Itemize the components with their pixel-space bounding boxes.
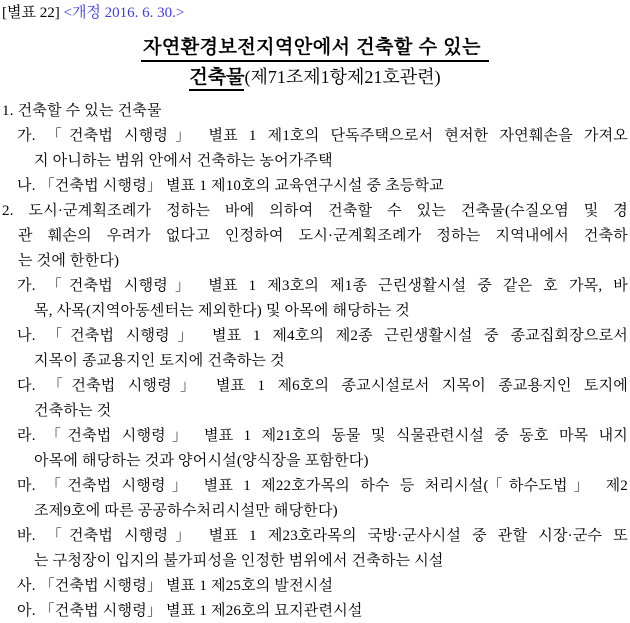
doc-line: 마. 「건축법 시행령」 별표 1 제22호가목의 하수 등 처리시설(「하수도법」 제2 xyxy=(17,478,628,494)
document-title xyxy=(0,34,630,92)
doc-line: 2. 도시·군계획조례가 정하는 바에 의하여 건축할 수 있는 건축물(수질오염 및 경 xyxy=(2,203,628,219)
title-line-1-text: 자연환경보전지역안에서 건축할 수 있는 xyxy=(141,37,489,62)
doc-line: 는 구청장이 입지의 불가피성을 인정한 범위에서 건축하는 시설 xyxy=(34,553,444,569)
doc-line: 라. 「건축법 시행령」 별표 1 제21호의 동물 및 식물관련시설 중 동호 마목 내지 xyxy=(17,428,628,444)
table-label: [별표 22] xyxy=(2,5,64,21)
doc-line: 지 아니하는 범위 안에서 건축하는 농어가주택 xyxy=(34,153,333,169)
amendment-note: <개정 2016. 6. 30.> xyxy=(63,5,185,21)
title-line-2 xyxy=(0,63,630,92)
title-line-1 xyxy=(0,34,630,61)
doc-line: 지목이 종교용지인 토지에 건축하는 것 xyxy=(34,353,285,369)
doc-line: 바. 「건축법 시행령」 별표 1 제23호라목의 국방·군사시설 중 관할 시장·군수 또 xyxy=(17,528,628,544)
doc-line: 나. 「건축법 시행령」 별표 1 제4호의 제2종 근린생활시설 중 종교집회장으로서 xyxy=(17,328,628,344)
doc-line: 1. 건축할 수 있는 건축물 xyxy=(2,103,162,119)
doc-line: 사. 「건축법 시행령」 별표 1 제25호의 발전시설 xyxy=(17,578,334,594)
doc-line: 관 훼손의 우려가 없다고 인정하여 도시·군계획조례가 정하는 지역내에서 건축하 xyxy=(18,228,628,244)
doc-line: 조제9호에 따른 공공하수처리시설만 해당한다) xyxy=(34,503,338,519)
doc-line: 나. 「건축법 시행령」 별표 1 제10호의 교육연구시설 중 초등학교 xyxy=(17,178,444,194)
document-body xyxy=(0,99,630,623)
doc-line: 가. 「건축법 시행령」 별표 1 제1호의 단독주택으로서 현저한 자연훼손을 가져오 xyxy=(17,128,628,144)
title-line-2-bold: 건축물 xyxy=(189,67,244,91)
doc-line: 아. 「건축법 시행령」 별표 1 제26호의 묘지관련시설 xyxy=(17,603,363,619)
title-line-2-reference: (제71조제1항제21호관련) xyxy=(244,67,441,87)
doc-line: 아목에 해당하는 것과 양어시설(양식장을 포함한다) xyxy=(34,453,369,469)
doc-line: 가. 「건축법 시행령」 별표 1 제3호의 제1종 근린생활시설 중 같은 호 가목, 바 xyxy=(17,278,628,294)
doc-line: 건축하는 것 xyxy=(34,403,112,419)
doc-line: 는 것에 한한다) xyxy=(18,253,120,269)
document-header xyxy=(0,0,630,22)
doc-line: 목, 사목(지역아동센터는 제외한다) 및 아목에 해당하는 것 xyxy=(34,303,410,319)
doc-line: 다. 「건축법 시행령」 별표 1 제6호의 종교시설로서 지목이 종교용지인 토지에 xyxy=(17,378,628,394)
